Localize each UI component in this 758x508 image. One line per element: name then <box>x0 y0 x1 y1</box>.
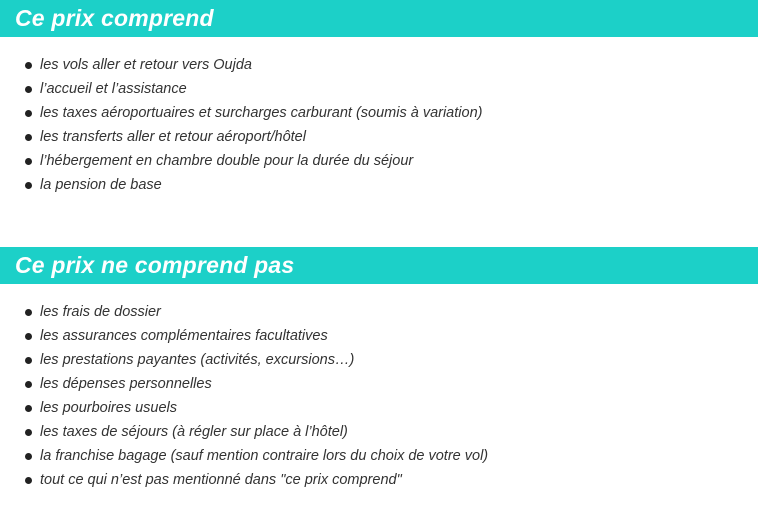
excludes-section-header <box>0 247 758 284</box>
bullet-icon <box>25 182 32 189</box>
list-item <box>0 420 488 444</box>
list-item-text: les pourboires usuels <box>40 400 178 416</box>
bullet-icon <box>25 333 32 340</box>
list-item-text: la franchise bagage (sauf mention contraire lors du choix de votre vol) <box>40 448 489 464</box>
list-item <box>0 53 482 77</box>
list-item-text: les taxes aéroportuaires et surcharges carburant (soumis à variation) <box>40 105 483 121</box>
bullet-icon <box>25 158 32 165</box>
list-item-text: les assurances complémentaires facultatives <box>40 328 328 344</box>
includes-list <box>0 53 482 197</box>
list-item-text: les taxes de séjours (à régler sur place à l’hôtel) <box>40 424 348 440</box>
bullet-icon <box>25 62 32 69</box>
bullet-icon <box>25 477 32 484</box>
list-item-text: la pension de base <box>40 177 162 193</box>
list-item <box>0 300 488 324</box>
bullet-icon <box>25 357 32 364</box>
list-item <box>0 125 482 149</box>
list-item <box>0 173 482 197</box>
list-item <box>0 372 488 396</box>
list-item-text: les prestations payantes (activités, excursions…) <box>40 352 355 368</box>
bullet-icon <box>25 381 32 388</box>
bullet-icon <box>25 405 32 412</box>
list-item-text: tout ce qui n’est pas mentionné dans "ce prix comprend" <box>40 472 402 488</box>
list-item-text: les vols aller et retour vers Oujda <box>40 57 252 73</box>
list-item <box>0 348 488 372</box>
list-item <box>0 149 482 173</box>
bullet-icon <box>25 134 32 141</box>
excludes-list <box>0 300 488 492</box>
list-item-text: les dépenses personnelles <box>40 376 212 392</box>
list-item <box>0 396 488 420</box>
list-item-text: l’hébergement en chambre double pour la durée du séjour <box>40 153 414 169</box>
list-item-text: l’accueil et l’assistance <box>40 81 187 97</box>
bullet-icon <box>25 429 32 436</box>
list-item-text: les frais de dossier <box>40 304 161 320</box>
bullet-icon <box>25 86 32 93</box>
includes-section-header <box>0 0 758 37</box>
bullet-icon <box>25 453 32 460</box>
bullet-icon <box>25 309 32 316</box>
list-item <box>0 468 488 492</box>
list-item <box>0 101 482 125</box>
list-item <box>0 77 482 101</box>
excludes-section-title: Ce prix ne comprend pas <box>15 252 295 278</box>
includes-section-title: Ce prix comprend <box>15 5 214 31</box>
list-item-text: les transferts aller et retour aéroport/hôtel <box>40 129 306 145</box>
list-item <box>0 444 488 468</box>
bullet-icon <box>25 110 32 117</box>
list-item <box>0 324 488 348</box>
